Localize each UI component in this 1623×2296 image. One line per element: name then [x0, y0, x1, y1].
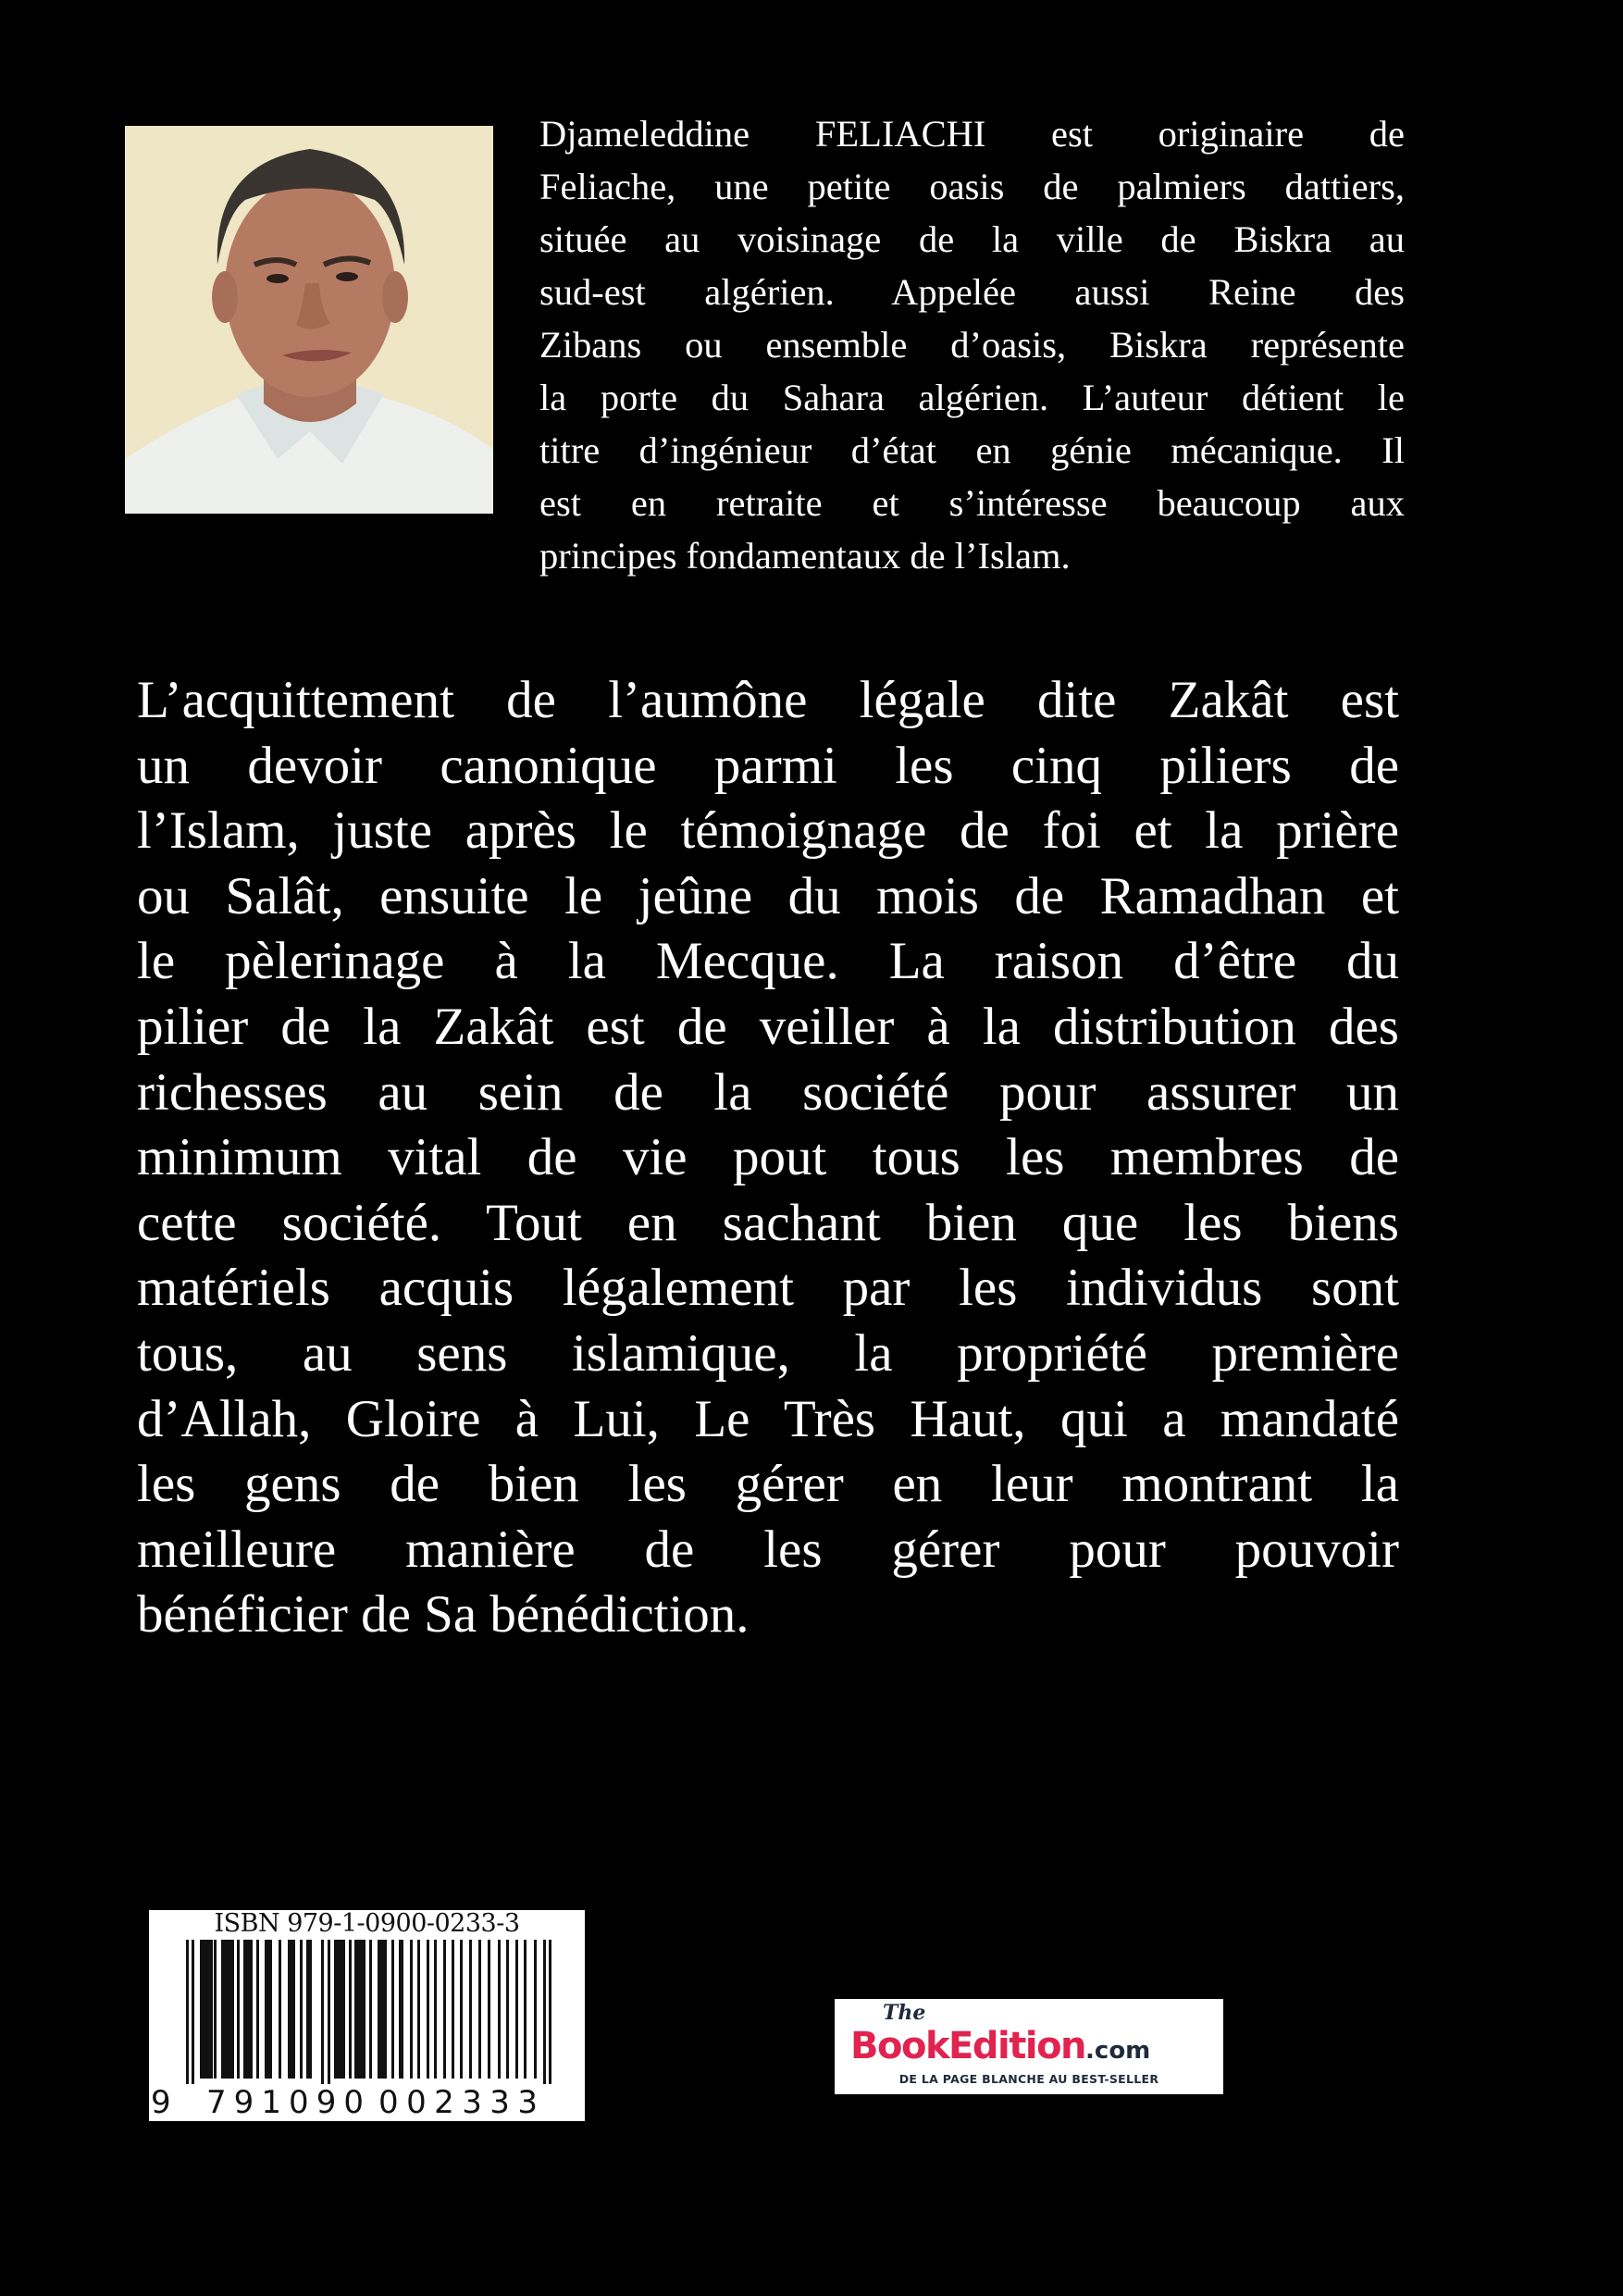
- barcode-bar: [349, 1940, 352, 2079]
- ean-digit: 3: [489, 2084, 510, 2121]
- ean-digit: 0: [406, 2084, 427, 2121]
- barcode-guard-bar: [543, 1940, 546, 2084]
- ean-digit: 1: [261, 2084, 281, 2121]
- barcode-bar: [256, 1940, 259, 2079]
- bio-line: la porte du Sahara algérien. L’auteur détient le: [539, 377, 1405, 418]
- barcode-bar: [200, 1940, 213, 2079]
- blurb-line: les gens de bien les gérer en leur montrant la: [137, 1455, 1399, 1514]
- barcode-bar: [427, 1940, 429, 2079]
- ean-digit: 9: [233, 2084, 254, 2121]
- publisher-logo: [835, 1999, 1223, 2094]
- ean-digit: 7: [206, 2084, 227, 2121]
- ean-digit: 3: [462, 2084, 482, 2121]
- barcode-guard-bar: [321, 1940, 324, 2084]
- bio-line: située au voisinage de la ville de Biskra au: [539, 218, 1405, 260]
- blurb-line: l’Islam, juste après le témoignage de foi et la prière: [137, 801, 1399, 861]
- barcode-bar: [498, 1940, 501, 2079]
- blurb-line: meilleure manière de les gérer pour pouvoir: [137, 1520, 1399, 1579]
- logo-domain: .com: [1085, 2037, 1151, 2065]
- barcode-bar: [300, 1940, 303, 2079]
- ean-right-group: [378, 2084, 538, 2121]
- barcode-bar: [506, 1940, 509, 2079]
- barcode-bar: [354, 1940, 365, 2079]
- blurb-line: le pèlerinage à la Mecque. La raison d’être du: [137, 932, 1399, 991]
- barcode-bar: [452, 1940, 454, 2079]
- logo-brand: [850, 2025, 1150, 2067]
- author-bio: [539, 107, 1405, 582]
- barcode-guard-bar: [186, 1940, 189, 2084]
- barcode-bar: [410, 1940, 413, 2079]
- bio-line: sud-est algérien. Appelée aussi Reine des: [539, 271, 1405, 313]
- bio-line: Djameleddine FELIACHI est originaire de: [539, 113, 1405, 155]
- barcode-bar: [288, 1940, 295, 2079]
- book-blurb: [137, 668, 1399, 1648]
- bio-line: principes fondamentaux de l’Islam.: [539, 535, 1071, 577]
- ean-digit: 0: [289, 2084, 309, 2121]
- blurb-line: richesses au sein de la société pour assurer un: [137, 1062, 1399, 1122]
- barcode-bar: [434, 1940, 437, 2079]
- blurb-line: minimum vital de vie pout tous les membres de: [137, 1128, 1399, 1187]
- barcode-bar: [214, 1940, 217, 2079]
- barcode-bar: [524, 1940, 527, 2079]
- bio-line: est en retraite et s’intéresse beaucoup aux: [539, 482, 1405, 524]
- barcode-bar: [488, 1940, 490, 2079]
- blurb-line: ou Salât, ensuite le jeûne du mois de Ramadhan et: [137, 866, 1399, 925]
- bio-line: titre d’ingénieur d’état en génie mécanique. Il: [539, 429, 1405, 471]
- author-photo: [125, 126, 493, 514]
- barcode-bar: [221, 1940, 234, 2079]
- blurb-line: tous, au sens islamique, la propriété première: [137, 1323, 1399, 1383]
- barcode-bars-icon: [149, 1940, 585, 2088]
- blurb-line: cette société. Tout en sachant bien que les biens: [137, 1193, 1399, 1252]
- logo-brand-part2: on: [1036, 2025, 1086, 2067]
- ean-left-group: [206, 2084, 364, 2121]
- barcode-bar: [391, 1940, 394, 2079]
- barcode-bar: [399, 1940, 403, 2079]
- barcode-bar: [279, 1940, 281, 2079]
- bio-line: Feliache, une petite oasis de palmiers dattiers,: [539, 166, 1405, 207]
- blurb-line: d’Allah, Gloire à Lui, Le Très Haut, qui a mandaté: [137, 1389, 1399, 1448]
- barcode-guard-bar: [328, 1940, 330, 2084]
- ean-digit: 0: [343, 2084, 364, 2121]
- barcode-bar: [369, 1940, 372, 2079]
- barcode-guard-bar: [549, 1940, 551, 2084]
- barcode-bar: [534, 1940, 537, 2079]
- barcode-bar: [443, 1940, 446, 2079]
- ean-digit: 0: [378, 2084, 399, 2121]
- blurb-line: pilier de la Zakât est de veiller à la distribution des: [137, 997, 1399, 1056]
- barcode-bar: [417, 1940, 420, 2079]
- isbn-barcode: [149, 1910, 585, 2121]
- logo-the-text: The: [883, 2001, 926, 2025]
- barcode-bar: [306, 1940, 312, 2079]
- blurb-line: un devoir canonique parmi les cinq piliers de: [137, 736, 1399, 795]
- ean-digit: 3: [517, 2084, 538, 2121]
- author-portrait-icon: [125, 126, 493, 514]
- logo-tagline: DE LA PAGE BLANCHE AU BEST-SELLER: [898, 2072, 1159, 2086]
- barcode-bar: [378, 1940, 387, 2079]
- barcode-bar: [265, 1940, 272, 2079]
- barcode-bar: [243, 1940, 253, 2079]
- barcode-bar: [478, 1940, 481, 2079]
- barcode-bar: [469, 1940, 472, 2079]
- barcode-bar: [334, 1940, 345, 2079]
- blurb-line: L’acquittement de l’aumône légale dite Zakât est: [137, 671, 1399, 729]
- barcode-bar: [515, 1940, 518, 2079]
- barcode-bar: [460, 1940, 463, 2079]
- barcode-bar: [237, 1940, 240, 2079]
- ean-first-digit: 9: [151, 2084, 175, 2121]
- ean-digit: 9: [316, 2084, 337, 2121]
- ean-digit: 2: [434, 2084, 454, 2121]
- blurb-line: bénéficier de Sa bénédiction.: [137, 1585, 750, 1644]
- blurb-line: matériels acquis légalement par les individus sont: [137, 1259, 1399, 1318]
- bio-line: Zibans ou ensemble d’oasis, Biskra représente: [539, 324, 1405, 366]
- logo-brand-part1: BookEditi: [850, 2025, 1037, 2067]
- barcode-guard-bar: [192, 1940, 194, 2084]
- isbn-label: ISBN 979-1-0900-0233-3: [214, 1909, 520, 1938]
